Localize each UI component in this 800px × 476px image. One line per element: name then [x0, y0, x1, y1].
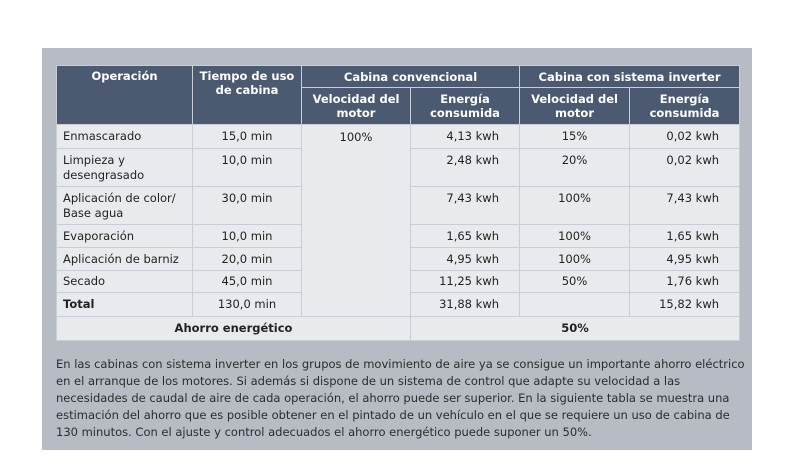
cell-tiempo: 10,0 min: [193, 225, 302, 248]
cell-velocidad-inv: 50%: [520, 271, 630, 293]
cell-energia-conv: 7,43 kwh: [411, 187, 520, 225]
cell-energia-conv: 4,95 kwh: [411, 248, 520, 271]
cell-total-velocidad-inv: [520, 293, 630, 317]
cell-energia-inv: 7,43 kwh: [630, 187, 740, 225]
cell-total-energia-inv: 15,82 kwh: [630, 293, 740, 317]
cell-velocidad-inv: 15%: [520, 125, 630, 149]
header-operacion: Operación: [57, 66, 193, 125]
cell-energia-conv: 11,25 kwh: [411, 271, 520, 293]
cell-operacion: Aplicación de color/ Base agua: [57, 187, 193, 225]
header-inverter: Cabina con sistema inverter: [520, 66, 740, 88]
description-paragraph: En las cabinas con sistema inverter en los grupos de movimiento de aire ya se consigue un importante ahorro eléctrico en el arranque de los motores. Si además si dispone de un sistema de control que adapte su velocidad a las necesidades de caudal de aire de cada operación, el ahorro puede ser superior. En la siguiente tabla se muestra una estimación del ahorro que es posible obtener en el pintado de un vehículo en el que se requiere un uso de cabina de 130 minutos. Con el ajuste y control adecuados el ahorro energético puede suponer un 50%.: [56, 357, 745, 439]
cell-energia-inv: 4,95 kwh: [630, 248, 740, 271]
cell-velocidad-inv: 20%: [520, 149, 630, 187]
cell-energia-conv: 4,13 kwh: [411, 125, 520, 149]
cell-energia-inv: 0,02 kwh: [630, 125, 740, 149]
cell-tiempo: 20,0 min: [193, 248, 302, 271]
cell-tiempo: 10,0 min: [193, 149, 302, 187]
energy-table: [56, 65, 740, 341]
header-velocidad-inv: Velocidad del motor: [520, 88, 630, 125]
cell-energia-inv: 0,02 kwh: [630, 149, 740, 187]
cell-operacion: Aplicación de barniz: [57, 248, 193, 271]
cell-operacion: Enmascarado: [57, 125, 193, 149]
header-convencional: Cabina convencional: [302, 66, 520, 88]
content-panel: [42, 48, 752, 450]
cell-energia-conv: 1,65 kwh: [411, 225, 520, 248]
cell-operacion: Evaporación: [57, 225, 193, 248]
cell-operacion: Limpieza y desengrasado: [57, 149, 193, 187]
cell-tiempo: 30,0 min: [193, 187, 302, 225]
cell-energia-conv: 2,48 kwh: [411, 149, 520, 187]
cell-energia-inv: 1,76 kwh: [630, 271, 740, 293]
cell-tiempo: 15,0 min: [193, 125, 302, 149]
cell-operacion: Secado: [57, 271, 193, 293]
header-velocidad-conv: Velocidad del motor: [302, 88, 411, 125]
cell-velocidad-conv: 100%: [302, 125, 411, 317]
table-row: [57, 125, 740, 149]
cell-energia-inv: 1,65 kwh: [630, 225, 740, 248]
cell-velocidad-inv: 100%: [520, 187, 630, 225]
savings-label: Ahorro energético: [57, 317, 411, 341]
savings-value: 50%: [411, 317, 740, 341]
cell-total-energia-conv: 31,88 kwh: [411, 293, 520, 317]
header-energia-conv: Energía consumida: [411, 88, 520, 125]
cell-total-tiempo: 130,0 min: [193, 293, 302, 317]
header-tiempo: Tiempo de uso de cabina: [193, 66, 302, 125]
savings-row: [57, 317, 740, 341]
cell-velocidad-inv: 100%: [520, 225, 630, 248]
cell-total-label: Total: [57, 293, 193, 317]
header-energia-inv: Energía consumida: [630, 88, 740, 125]
cell-velocidad-inv: 100%: [520, 248, 630, 271]
cell-tiempo: 45,0 min: [193, 271, 302, 293]
